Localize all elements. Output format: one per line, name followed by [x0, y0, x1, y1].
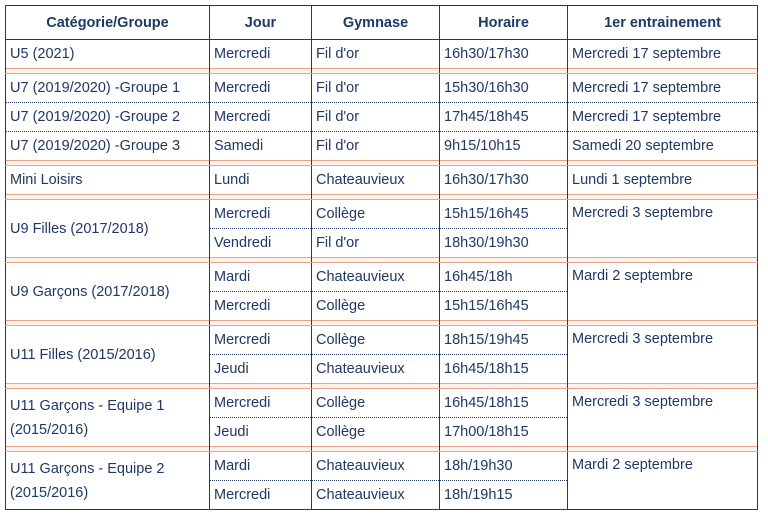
cell-day: Mercredi [210, 200, 312, 229]
cell-first-training: Mercredi 3 septembre [568, 200, 758, 258]
table-row [6, 74, 758, 103]
cell-time: 16h30/17h30 [440, 166, 568, 195]
cell-first-training: Mardi 2 septembre [568, 452, 758, 510]
cell-gym: Fil d'or [312, 103, 440, 132]
training-schedule-table [5, 5, 758, 510]
cell-gym: Chateauvieux [312, 166, 440, 195]
header-day: Jour [210, 6, 312, 40]
table-row [6, 326, 758, 355]
cell-time: 15h15/16h45 [440, 292, 568, 321]
cell-gym: Fil d'or [312, 229, 440, 258]
table-row [6, 40, 758, 69]
cell-day: Mercredi [210, 326, 312, 355]
cell-day: Jeudi [210, 355, 312, 384]
cell-day: Mercredi [210, 74, 312, 103]
cell-time: 16h45/18h [440, 263, 568, 292]
cell-time: 18h/19h30 [440, 452, 568, 481]
cell-time: 18h/19h15 [440, 481, 568, 510]
header-first-training: 1er entrainement [568, 6, 758, 40]
header-category: Catégorie/Groupe [6, 6, 210, 40]
cell-day: Mercredi [210, 292, 312, 321]
cell-day: Mercredi [210, 103, 312, 132]
header-row [6, 6, 758, 40]
table-row [6, 103, 758, 132]
cell-time: 18h15/19h45 [440, 326, 568, 355]
header-time: Horaire [440, 6, 568, 40]
cell-day: Mardi [210, 452, 312, 481]
cell-gym: Collège [312, 200, 440, 229]
cell-gym: Chateauvieux [312, 355, 440, 384]
cell-category: U7 (2019/2020) -Groupe 2 [6, 103, 210, 132]
cell-gym: Chateauvieux [312, 263, 440, 292]
cell-time: 16h45/18h15 [440, 389, 568, 418]
cell-first-training: Mercredi 3 septembre [568, 326, 758, 384]
table-row [6, 132, 758, 161]
table-row [6, 389, 758, 418]
cell-gym: Collège [312, 292, 440, 321]
cell-first-training: Mercredi 17 septembre [568, 103, 758, 132]
cell-first-training: Mardi 2 septembre [568, 263, 758, 321]
cell-gym: Fil d'or [312, 132, 440, 161]
cell-day: Mardi [210, 263, 312, 292]
cell-time: 15h15/16h45 [440, 200, 568, 229]
table-row [6, 166, 758, 195]
table-row [6, 452, 758, 481]
cell-category: U5 (2021) [6, 40, 210, 69]
cell-day: Jeudi [210, 418, 312, 447]
cell-gym: Fil d'or [312, 40, 440, 69]
cell-category: Mini Loisirs [6, 166, 210, 195]
cell-first-training: Mercredi 17 septembre [568, 74, 758, 103]
cell-category: U11 Garçons - Equipe 2 (2015/2016) [6, 452, 210, 510]
cell-category: U9 Garçons (2017/2018) [6, 263, 210, 321]
cell-gym: Chateauvieux [312, 481, 440, 510]
cell-category: U11 Garçons - Equipe 1 (2015/2016) [6, 389, 210, 447]
cell-category: U7 (2019/2020) -Groupe 1 [6, 74, 210, 103]
cell-time: 16h45/18h15 [440, 355, 568, 384]
cell-day: Vendredi [210, 229, 312, 258]
cell-day: Samedi [210, 132, 312, 161]
cell-first-training: Mercredi 3 septembre [568, 389, 758, 447]
cell-gym: Collège [312, 326, 440, 355]
cell-gym: Collège [312, 389, 440, 418]
cell-gym: Fil d'or [312, 74, 440, 103]
cell-category: U7 (2019/2020) -Groupe 3 [6, 132, 210, 161]
schedule-container [5, 5, 758, 510]
cell-first-training: Lundi 1 septembre [568, 166, 758, 195]
cell-time: 15h30/16h30 [440, 74, 568, 103]
cell-gym: Collège [312, 418, 440, 447]
cell-time: 17h45/18h45 [440, 103, 568, 132]
cell-time: 17h00/18h15 [440, 418, 568, 447]
cell-gym: Chateauvieux [312, 452, 440, 481]
table-row [6, 200, 758, 229]
cell-category: U9 Filles (2017/2018) [6, 200, 210, 258]
cell-time: 16h30/17h30 [440, 40, 568, 69]
header-gym: Gymnase [312, 6, 440, 40]
cell-day: Mercredi [210, 481, 312, 510]
cell-first-training: Mercredi 17 septembre [568, 40, 758, 69]
cell-day: Mercredi [210, 40, 312, 69]
cell-category: U11 Filles (2015/2016) [6, 326, 210, 384]
cell-time: 9h15/10h15 [440, 132, 568, 161]
table-row [6, 263, 758, 292]
cell-time: 18h30/19h30 [440, 229, 568, 258]
cell-day: Lundi [210, 166, 312, 195]
cell-day: Mercredi [210, 389, 312, 418]
cell-first-training: Samedi 20 septembre [568, 132, 758, 161]
